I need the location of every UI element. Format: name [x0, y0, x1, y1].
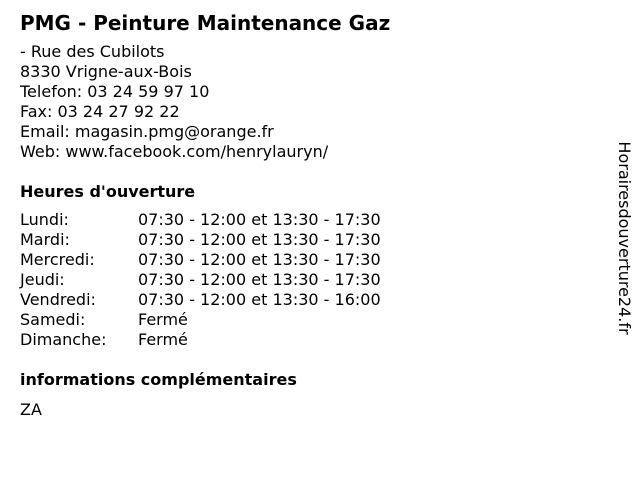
email-address: Email: magasin.pmg@orange.fr — [20, 122, 274, 141]
phone-number: Telefon: 03 24 59 97 10 — [20, 82, 210, 101]
hours-table — [20, 210, 381, 350]
hours-row — [20, 330, 381, 350]
city-address: 8330 Vrigne-aux-Bois — [20, 62, 192, 81]
info-heading: informations complémentaires — [20, 370, 297, 389]
hours-row — [20, 310, 381, 330]
street-address: - Rue des Cubilots — [20, 42, 165, 61]
time-range: 07:30 - 12:00 et 13:30 - 17:30 — [138, 230, 381, 249]
site-watermark: Horairesdouverture24.fr — [615, 141, 634, 335]
hours-heading: Heures d'ouverture — [20, 182, 196, 201]
hours-row — [20, 210, 381, 230]
hours-row — [20, 270, 381, 290]
hours-row — [20, 250, 381, 270]
time-range: 07:30 - 12:00 et 13:30 - 16:00 — [138, 290, 381, 309]
time-range: Fermé — [138, 330, 188, 349]
time-range: 07:30 - 12:00 et 13:30 - 17:30 — [138, 250, 381, 269]
info-text: ZA — [20, 400, 42, 419]
time-range: 07:30 - 12:00 et 13:30 - 17:30 — [138, 270, 381, 289]
time-range: Fermé — [138, 310, 188, 329]
business-name: PMG - Peinture Maintenance Gaz — [20, 11, 391, 35]
day-label: Jeudi: — [20, 270, 65, 289]
hours-row — [20, 230, 381, 250]
time-range: 07:30 - 12:00 et 13:30 - 17:30 — [138, 210, 381, 229]
day-label: Samedi: — [20, 310, 86, 329]
address-block — [20, 42, 600, 162]
day-label: Mercredi: — [20, 250, 95, 269]
business-card — [20, 10, 600, 420]
day-label: Lundi: — [20, 210, 69, 229]
day-label: Dimanche: — [20, 330, 107, 349]
day-label: Vendredi: — [20, 290, 96, 309]
website: Web: www.facebook.com/henrylauryn/ — [20, 142, 329, 161]
fax-number: Fax: 03 24 27 92 22 — [20, 102, 180, 121]
hours-row — [20, 290, 381, 310]
day-label: Mardi: — [20, 230, 70, 249]
